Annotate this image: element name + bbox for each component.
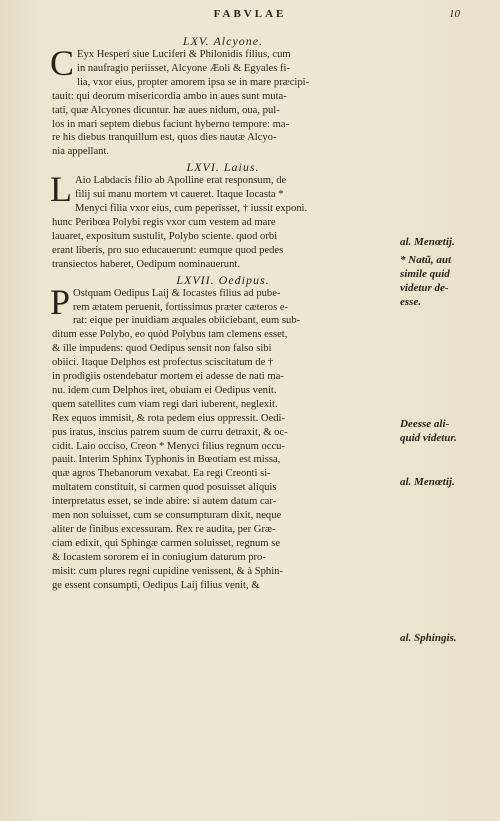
text-line: Rex equos immisit, & rota pedem eius oppressit. Oedi- <box>52 412 286 424</box>
text-line: transiectos haberet, Oedipum nominauerunt. <box>52 258 240 270</box>
drop-initial: P <box>50 281 71 322</box>
text-line: & Iocastem sororem ei in coniugium daturum pro- <box>52 551 266 563</box>
text-line: aliter de finibus excessuram. Rex re audita, per Græ- <box>52 524 276 535</box>
text-line: Eyx Hesperi siue Luciferi & Philonidis filius, cum <box>77 49 291 60</box>
text-line: hunc Peribœa Polybi regis vxor cum vestem ad mare <box>52 216 276 228</box>
drop-initial: L <box>50 169 72 210</box>
margin-note: * Natũ, aut <box>400 254 452 266</box>
text-line: Ostquam Oedipus Laij & Iocastes filius ad pube- <box>73 287 281 299</box>
text-line: ge essent consumpti, Oedipus Laij filius venit, & <box>52 579 260 591</box>
text-line: tauit: qui deorum misericordia ambo in aues sunt muta- <box>52 90 287 102</box>
text-line: lia, vxor eius, propter amorem ipsa se in mare præcipi- <box>77 76 310 88</box>
text-line: quæ agros Thebanorum vexabat. Ea regi Creonti si- <box>52 468 271 480</box>
text-line: re his diebus tranquillum est, quos dies nautæ Alcyo- <box>52 132 277 144</box>
text-line: pauit. Interim Sphinx Typhonis in Bœotiam est missa, <box>52 454 281 466</box>
text-line: Aio Labdacis filio ab Apolline erat responsum, de <box>75 175 287 187</box>
fable-body <box>50 43 394 159</box>
text-line: interpretatus esset, se inde abire: si autem datum car- <box>52 496 277 508</box>
fable-heading: LXVI. Laius. <box>186 160 260 175</box>
margin-note: al. Menœtij. <box>400 236 455 248</box>
fable-body <box>50 169 394 271</box>
text-line: erant liberis, pro suo educauerunt: eumque quod pedes <box>52 244 284 256</box>
margin-note: al. Sphingis. <box>400 632 457 644</box>
text-line: in prodigiis ostendebatur mortem ei adesse de nati ma- <box>52 371 284 383</box>
running-head <box>0 8 500 24</box>
text-line: ditum esse Polybo, eo quòd Polybus tam clemens esset, <box>52 329 288 341</box>
fable-heading: LXVII. Oedipus. <box>176 272 270 287</box>
text-line: rem ætatem peruenit, fortissimus præter cæteros e- <box>73 301 289 313</box>
text-line: obiici. Itaque Delphos est profectus sciscitatum de † <box>52 357 274 369</box>
running-head-title: FABVLAE <box>213 8 287 20</box>
margin-note: quid videtur. <box>400 432 457 444</box>
text-line: cidit. Laio occiso, Creon * Menyci filius regnum occu- <box>52 440 286 452</box>
drop-initial: C <box>50 43 75 83</box>
margin-note: al. Menœtij. <box>400 476 455 488</box>
text-line: lauaret, expositum sustulit, Polybo sciente. quod orbi <box>52 230 278 242</box>
text-line: los in mari septem diebus faciunt hyberno tempore: ma- <box>52 118 290 130</box>
fable-heading: LXV. Alcyone. <box>182 34 264 48</box>
margin-note: esse. <box>400 296 422 308</box>
text-line: misit: cum plures regni cupidine venissent, & à Sphin- <box>52 565 283 577</box>
text-line: nia appellant. <box>52 146 110 158</box>
margin-note: Deesse ali- <box>400 418 450 430</box>
text-line: Menyci filia vxor eius, cum peperisset, † iussit exponi. <box>75 203 308 215</box>
fable-65 <box>52 34 394 159</box>
text-line: filij sui manu mortem vt caueret. Itaque Iocasta * <box>75 189 284 201</box>
text-line: multatem constituit, si carmen quod posuisset aliquis <box>52 482 277 494</box>
text-line: nu. idem cum Delphos iret, obuiam ei Oedipus venit. <box>52 384 277 396</box>
fable-67 <box>52 273 394 593</box>
text-line: men non soluisset, cum se consumpturam dixit, neque <box>52 510 282 522</box>
text-line: in naufragio periisset, Alcyone Æoli & Egyales fi- <box>77 62 291 74</box>
text-column <box>52 34 394 594</box>
text-line: ciam edixit, qui Sphingæ carmen soluisset, regnum se <box>52 537 281 549</box>
text-line: pus iratus, inscius patrem suum de curru detraxit, & oc- <box>52 426 288 438</box>
fable-66 <box>52 160 394 271</box>
margin-note: simile quid <box>400 268 450 280</box>
text-line: quem satellites cum viam regi dari iuberent, neglexit. <box>52 398 278 410</box>
text-line: tati, quæ Alcyones dicuntur. hæ aues nidum, oua, pul- <box>52 104 280 116</box>
text-line: & ille impudens: quod Oedipus sensit non falso sibi <box>52 343 272 355</box>
margin-note: videtur de- <box>400 282 449 294</box>
page-number: 10 <box>449 8 460 20</box>
text-line: rat: eique per inuidiam æquales obiiciebant, eum sub- <box>73 315 301 327</box>
fable-body <box>50 281 394 593</box>
